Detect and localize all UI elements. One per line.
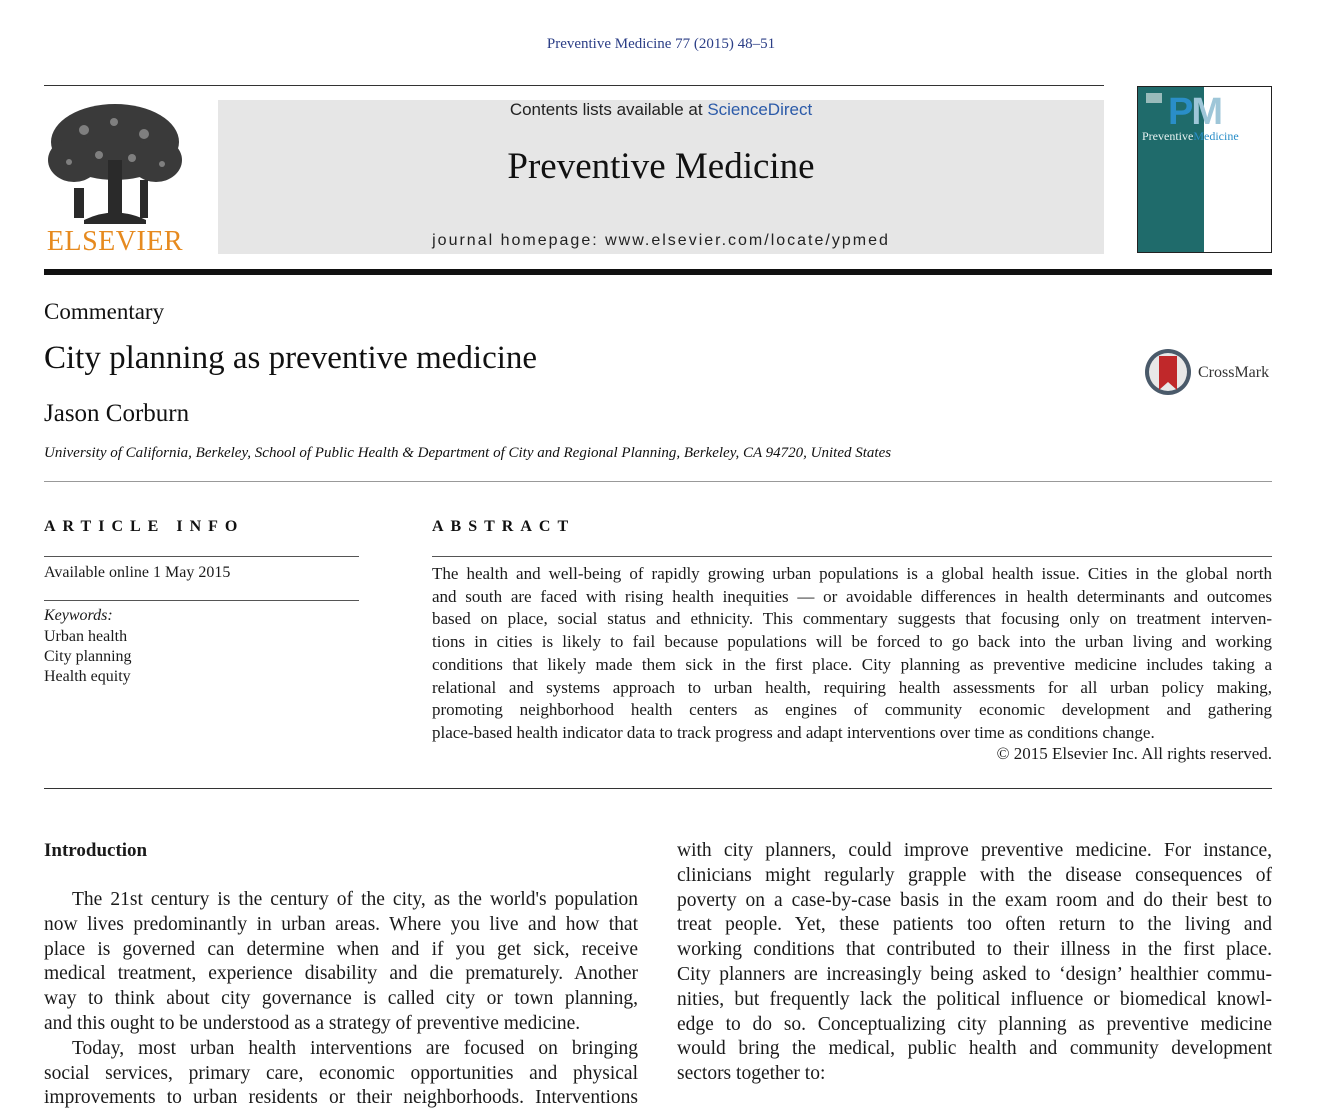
body-line: Today, most urban health interventions are focused on bringing xyxy=(72,1037,638,1059)
sciencedirect-link[interactable]: ScienceDirect xyxy=(707,100,813,119)
body-line: The 21st century is the century of the city, as the world's population xyxy=(72,889,638,910)
journal-cover-thumbnail xyxy=(1137,86,1272,253)
keyword: Urban health xyxy=(44,628,128,645)
cover-publisher-mark xyxy=(1146,93,1162,103)
body-line: treat people. Yet, these patients too often return to the living and xyxy=(677,914,1272,936)
article-info-heading: ARTICLE INFO xyxy=(44,518,245,535)
abstract-line: conditions that likely made them sick in the first place. City planning as preventive medicine includes taking a xyxy=(432,654,1272,674)
abstract-line: promoting neighborhood health centers as engines of community economic development and gathering xyxy=(432,700,1272,720)
body-line: City planners are increasingly being asked to ‘design’ healthier commu- xyxy=(677,963,1272,985)
body-line: edge to do so. Conceptualizing city planning as preventive medicine xyxy=(677,1013,1272,1035)
body-line: working conditions that contributed to their illness in the first place. xyxy=(677,939,1272,961)
body-line: social services, primary care, economic opportunities and physical xyxy=(44,1062,638,1084)
body-column-left xyxy=(44,888,638,1111)
body-line: sectors together to: xyxy=(677,1063,826,1085)
body-line: way to think about city governance is called city or town planning, xyxy=(44,988,638,1010)
crossmark-icon[interactable] xyxy=(1144,348,1192,396)
body-line: improvements to urban residents or their neighborhoods. Interventions xyxy=(44,1087,638,1109)
abstract-line: The health and well-being of rapidly growing urban populations is a global health issue. Cities in the global north xyxy=(432,564,1272,583)
keywords-label: Keywords: xyxy=(44,607,113,624)
available-online: Available online 1 May 2015 xyxy=(44,564,231,581)
keywords-rule xyxy=(44,600,359,601)
keywords-list xyxy=(44,627,132,687)
journal-title: Preventive Medicine xyxy=(507,146,815,187)
abstract-body xyxy=(432,563,1272,745)
article-info-rule xyxy=(44,556,359,557)
header-top-rule xyxy=(44,85,1104,86)
section-type: Commentary xyxy=(44,299,165,324)
body-line: place is governed can determine when and if you get sick, receive xyxy=(44,938,638,960)
contents-line xyxy=(218,100,1104,120)
divider xyxy=(44,481,1272,482)
cover-initials: PM xyxy=(1168,91,1222,133)
body-line: poverty on a case-by-case basis in the exam room and do their best to xyxy=(677,889,1272,911)
cover-journal-name: PreventiveMedicine xyxy=(1142,129,1239,143)
copyright-notice: © 2015 Elsevier Inc. All rights reserved. xyxy=(996,744,1272,763)
body-line: nities, but frequently lack the political influence or biomedical knowl- xyxy=(677,988,1272,1010)
abstract-line: and south are faced with rising health inequities — or avoidable differences in health determinants and outcomes xyxy=(432,586,1272,606)
introduction-heading: Introduction xyxy=(44,840,148,861)
abstract-line: relational and systems approach to urban health, requiring health assessments for all urban policy making, xyxy=(432,677,1272,697)
header-thick-rule xyxy=(44,269,1272,275)
contents-prefix: Contents lists available at xyxy=(509,100,708,119)
body-line: would bring the medical, public health and community development xyxy=(677,1038,1272,1060)
body-line: clinicians might regularly grapple with the disease consequences of xyxy=(677,864,1272,886)
body-line: medical treatment, experience disability and die prematurely. Another xyxy=(44,963,638,985)
elsevier-wordmark: ELSEVIER xyxy=(46,226,184,257)
article-title: City planning as preventive medicine xyxy=(44,340,538,376)
divider xyxy=(44,788,1272,789)
author-name: Jason Corburn xyxy=(44,400,190,427)
abstract-line: tions in cities is likely to fail because populations will be forced to go back into the urban living and working xyxy=(432,632,1272,652)
abstract-heading: ABSTRACT xyxy=(432,518,576,535)
abstract-rule xyxy=(432,556,1272,557)
keyword: City planning xyxy=(44,648,132,665)
author-affiliation: University of California, Berkeley, School of Public Health & Department of City and Regional Planning, Berkeley, CA 94720, United States xyxy=(44,445,892,461)
body-column-right xyxy=(677,839,1272,1087)
abstract-line: based on place, social status and ethnicity. This commentary suggests that focusing only on treatment interven- xyxy=(432,609,1272,629)
keyword: Health equity xyxy=(44,668,131,685)
crossmark-label[interactable]: CrossMark xyxy=(1198,364,1270,381)
body-line: with city planners, could improve preventive medicine. For instance, xyxy=(677,840,1272,861)
body-line: now lives predominantly in urban areas. Where you live and how that xyxy=(44,913,638,935)
journal-citation: Preventive Medicine 77 (2015) 48–51 xyxy=(546,36,776,52)
body-line: and this ought to be understood as a strategy of preventive medicine. xyxy=(44,1012,581,1034)
journal-homepage[interactable]: journal homepage: www.elsevier.com/locate/ypmed xyxy=(432,232,890,249)
abstract-line: place-based health indicator data to track progress and adapt interventions over time as conditions change. xyxy=(432,722,1155,742)
